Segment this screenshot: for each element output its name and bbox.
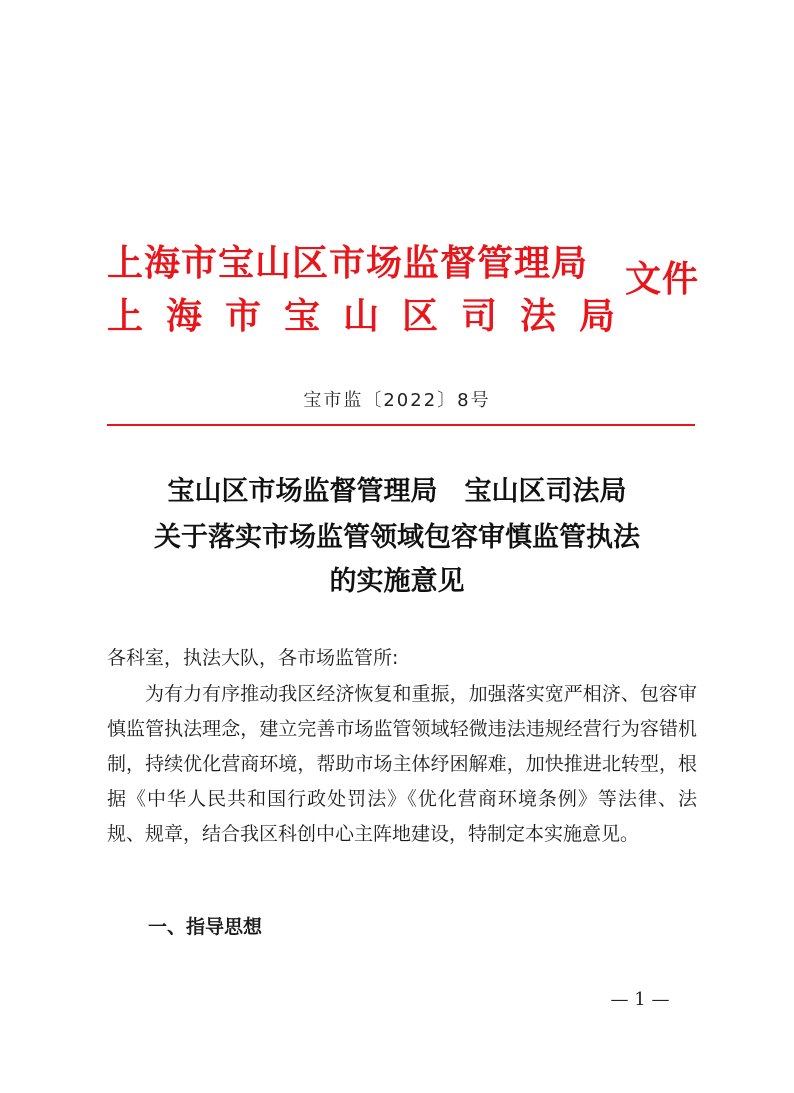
red-divider <box>107 424 695 426</box>
page-number: — 1 — <box>610 989 670 1010</box>
issuing-agency-1: 上海市宝山区市场监督管理局 <box>107 242 589 284</box>
document-title-line3: 的实施意见 <box>329 566 465 597</box>
document-label: 文件 <box>625 258 700 300</box>
document-title-line1: 宝山区市场监督管理局 宝山区司法局 <box>167 476 627 507</box>
section-heading: 一、指导思想 <box>148 916 263 938</box>
salutation: 各科室，执法大队，各市场监管所: <box>107 647 399 669</box>
document-title-line2: 关于落实市场监管领域包容审慎监管执法 <box>154 522 640 553</box>
body-paragraph: 为有力有序推动我区经济恢复和重振，加强落实宽严相济、包容审慎监管执法理念，建立完善市场监管领域轻微违法违规经营行为容错机制，持续优化营商环境，帮助市场主体纾困解难，加快推进北转型，根据《中华人民共和国行政处罚法》《优化营商环境条例》等法律、法规、规章，结合我区科创中心主阵地建设，特制定本实施意见。 <box>107 683 697 845</box>
document-number: 宝市监〔2022〕8号 <box>303 390 491 411</box>
issuing-agency-2: 上海市宝山区司法局 <box>107 295 639 337</box>
